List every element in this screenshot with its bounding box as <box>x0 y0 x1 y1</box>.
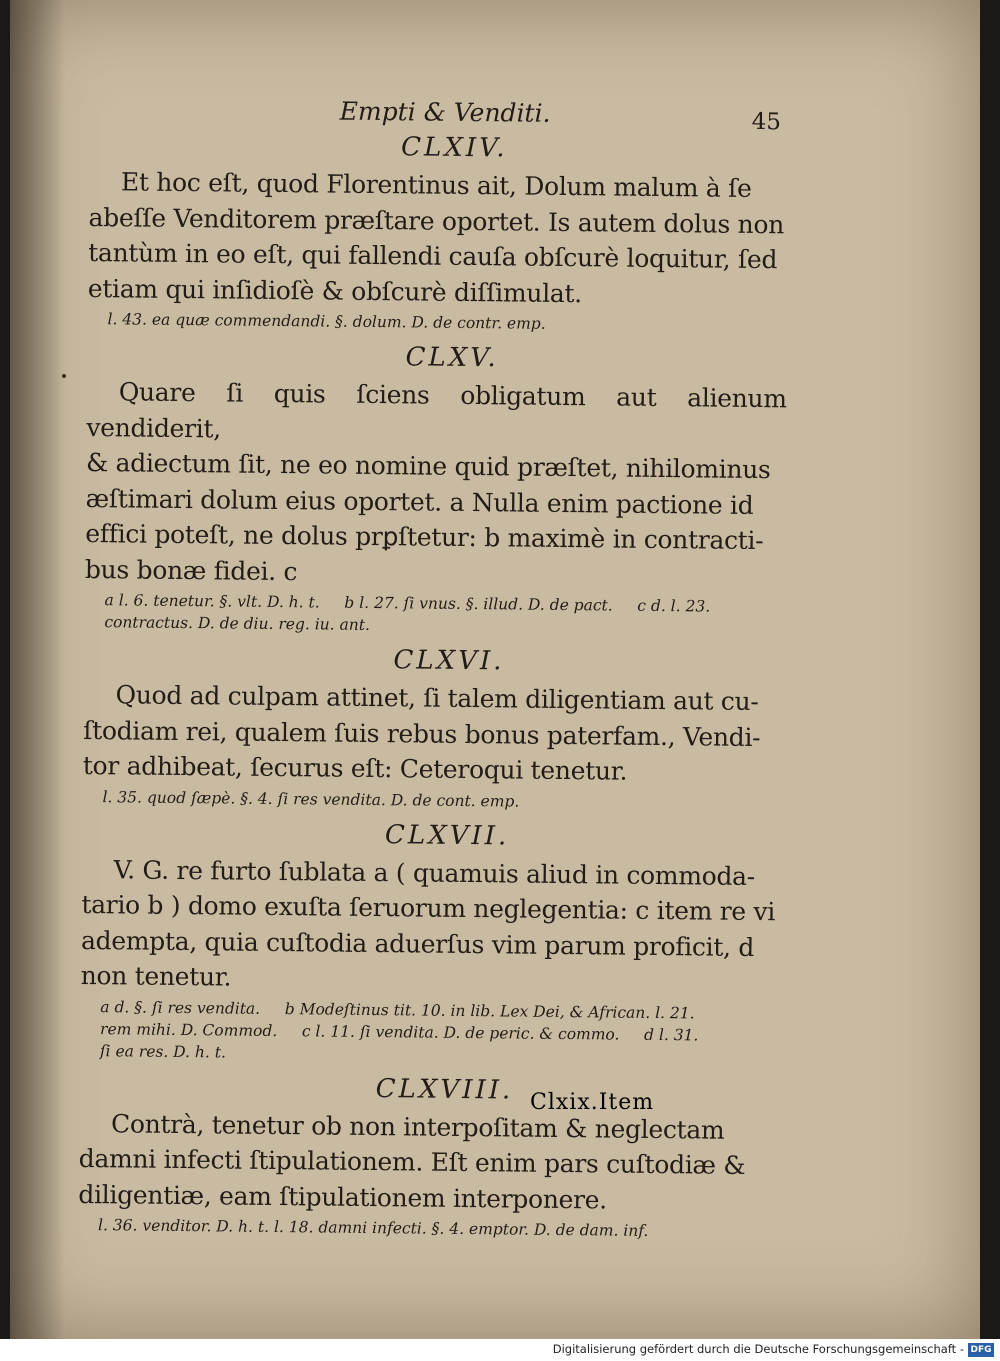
section-heading: CLXVIII. <box>375 1073 514 1105</box>
marginal-note <box>78 1214 778 1243</box>
section-body <box>83 677 784 791</box>
text-line: damni infecti ſtipulationem. Eſt enim pars cuſtodiæ & <box>78 1143 746 1180</box>
marginal-note <box>87 308 787 337</box>
text-line: tor adhibeat, ſecurus eſt: Ceteroqui tenetur. <box>82 750 628 786</box>
text-line: & adiectum ſit, ne eo nomine quid præſtet, nihilominus <box>85 447 771 485</box>
text-line: adempta, quia cuſtodia aduerſus vim parum proficit, d <box>80 925 755 962</box>
text-line: ſtodiam rei, qualem ſuis rebus bonus paterfam., Vendi- <box>83 715 761 752</box>
note-line: l. 36. venditor. D. h. t. l. 18. damni infecti. §. 4. emptor. D. de dam. inf. <box>97 1216 649 1240</box>
section <box>78 1065 780 1243</box>
text-line: Et hoc eſt, quod Florentinus ait, Dolum malum à ſe <box>120 167 752 203</box>
page-text-block <box>78 84 790 1247</box>
note-line: ſi ea res. D. h. t. <box>99 1041 227 1061</box>
text-line: V. G. re furto ſublata a ( quamuis aliud in commoda- <box>113 854 756 891</box>
section-body <box>80 851 781 1000</box>
section-heading: CLXV. <box>405 342 499 374</box>
note-line: rem mihi. D. Commod. c l. 11. ſi vendita. D. de peric. & commo. d l. 31. <box>100 1019 699 1044</box>
marginal-note <box>80 995 781 1068</box>
text-line: diligentiæ, eam ſtipulationem interponere. <box>78 1179 608 1214</box>
note-line: l. 35. quod ſæpè. §. 4. ſi res vendita. D. de cont. emp. <box>102 787 520 811</box>
ink-speck <box>62 374 66 378</box>
section-heading: CLXIV. <box>400 132 508 164</box>
note-line: a d. §. ſi res vendita. b Modeſtinus tit. 10. in lib. Lex Dei, & African. l. 21. <box>100 997 695 1022</box>
text-line: non tenetur. <box>80 960 232 992</box>
text-line: bus bonæ fidei. c <box>84 554 298 586</box>
digitization-footer <box>0 1339 1000 1361</box>
section-body <box>78 1105 779 1219</box>
text-line: tario b ) domo exuſta ſeruorum neglegentia: c item re vi <box>81 889 776 927</box>
section <box>82 637 784 815</box>
section-heading: CLXVII. <box>384 819 510 851</box>
running-title: Empti & Venditi. <box>339 96 551 128</box>
book-page <box>10 0 980 1339</box>
section <box>87 124 789 337</box>
note-line: a l. 6. tenetur. §. vlt. D. h. t. b l. 27. ſi vnus. §. illud. D. de pact. c d. l. 23. <box>104 591 711 616</box>
note-line: l. 43. ea quæ commendandi. §. dolum. D. de contr. emp. <box>107 310 546 333</box>
section <box>80 811 783 1068</box>
text-line: Contrà, tenetur ob non interpoſitam & neglectam <box>110 1108 725 1145</box>
text-line: etiam qui inſidioſè & obſcurè diſſimulat. <box>87 273 583 308</box>
gutter-shadow <box>10 0 65 1339</box>
section-body <box>85 374 787 594</box>
text-line: æſtimari dolum eius oportet. a Nulla enim pactione id <box>85 483 754 520</box>
section-heading: CLXVI. <box>393 645 505 677</box>
marginal-note <box>82 785 782 814</box>
section-body <box>88 164 789 313</box>
text-line: effici poteſt, ne dolus prꝑſtetur: b maximè in contracti- <box>85 518 764 556</box>
sections-container <box>78 124 790 1243</box>
text-line: Quare ſi quis ſciens obligatum aut alienum vendiderit, <box>86 377 787 443</box>
catchword: Clxix.Item <box>530 1090 655 1115</box>
page-number: 45 <box>751 108 782 136</box>
marginal-note <box>84 589 784 640</box>
running-head <box>90 84 790 136</box>
text-line: abeſſe Venditorem præſtare oportet. Is autem dolus non <box>88 202 785 239</box>
text-line: Quod ad culpam attinet, ſi talem diligentiam aut cu- <box>115 680 759 717</box>
section <box>84 334 787 640</box>
text-line: tantùm in eo eſt, qui fallendi cauſa obſcurè loquitur, ſed <box>88 237 778 275</box>
dfg-logo: DFG <box>968 1343 994 1357</box>
note-line: contractus. D. de diu. reg. iu. ant. <box>104 613 371 634</box>
digitization-notice: Digitalisierung gefördert durch die Deutsche Forschungsgemeinschaft - <box>552 1342 964 1356</box>
